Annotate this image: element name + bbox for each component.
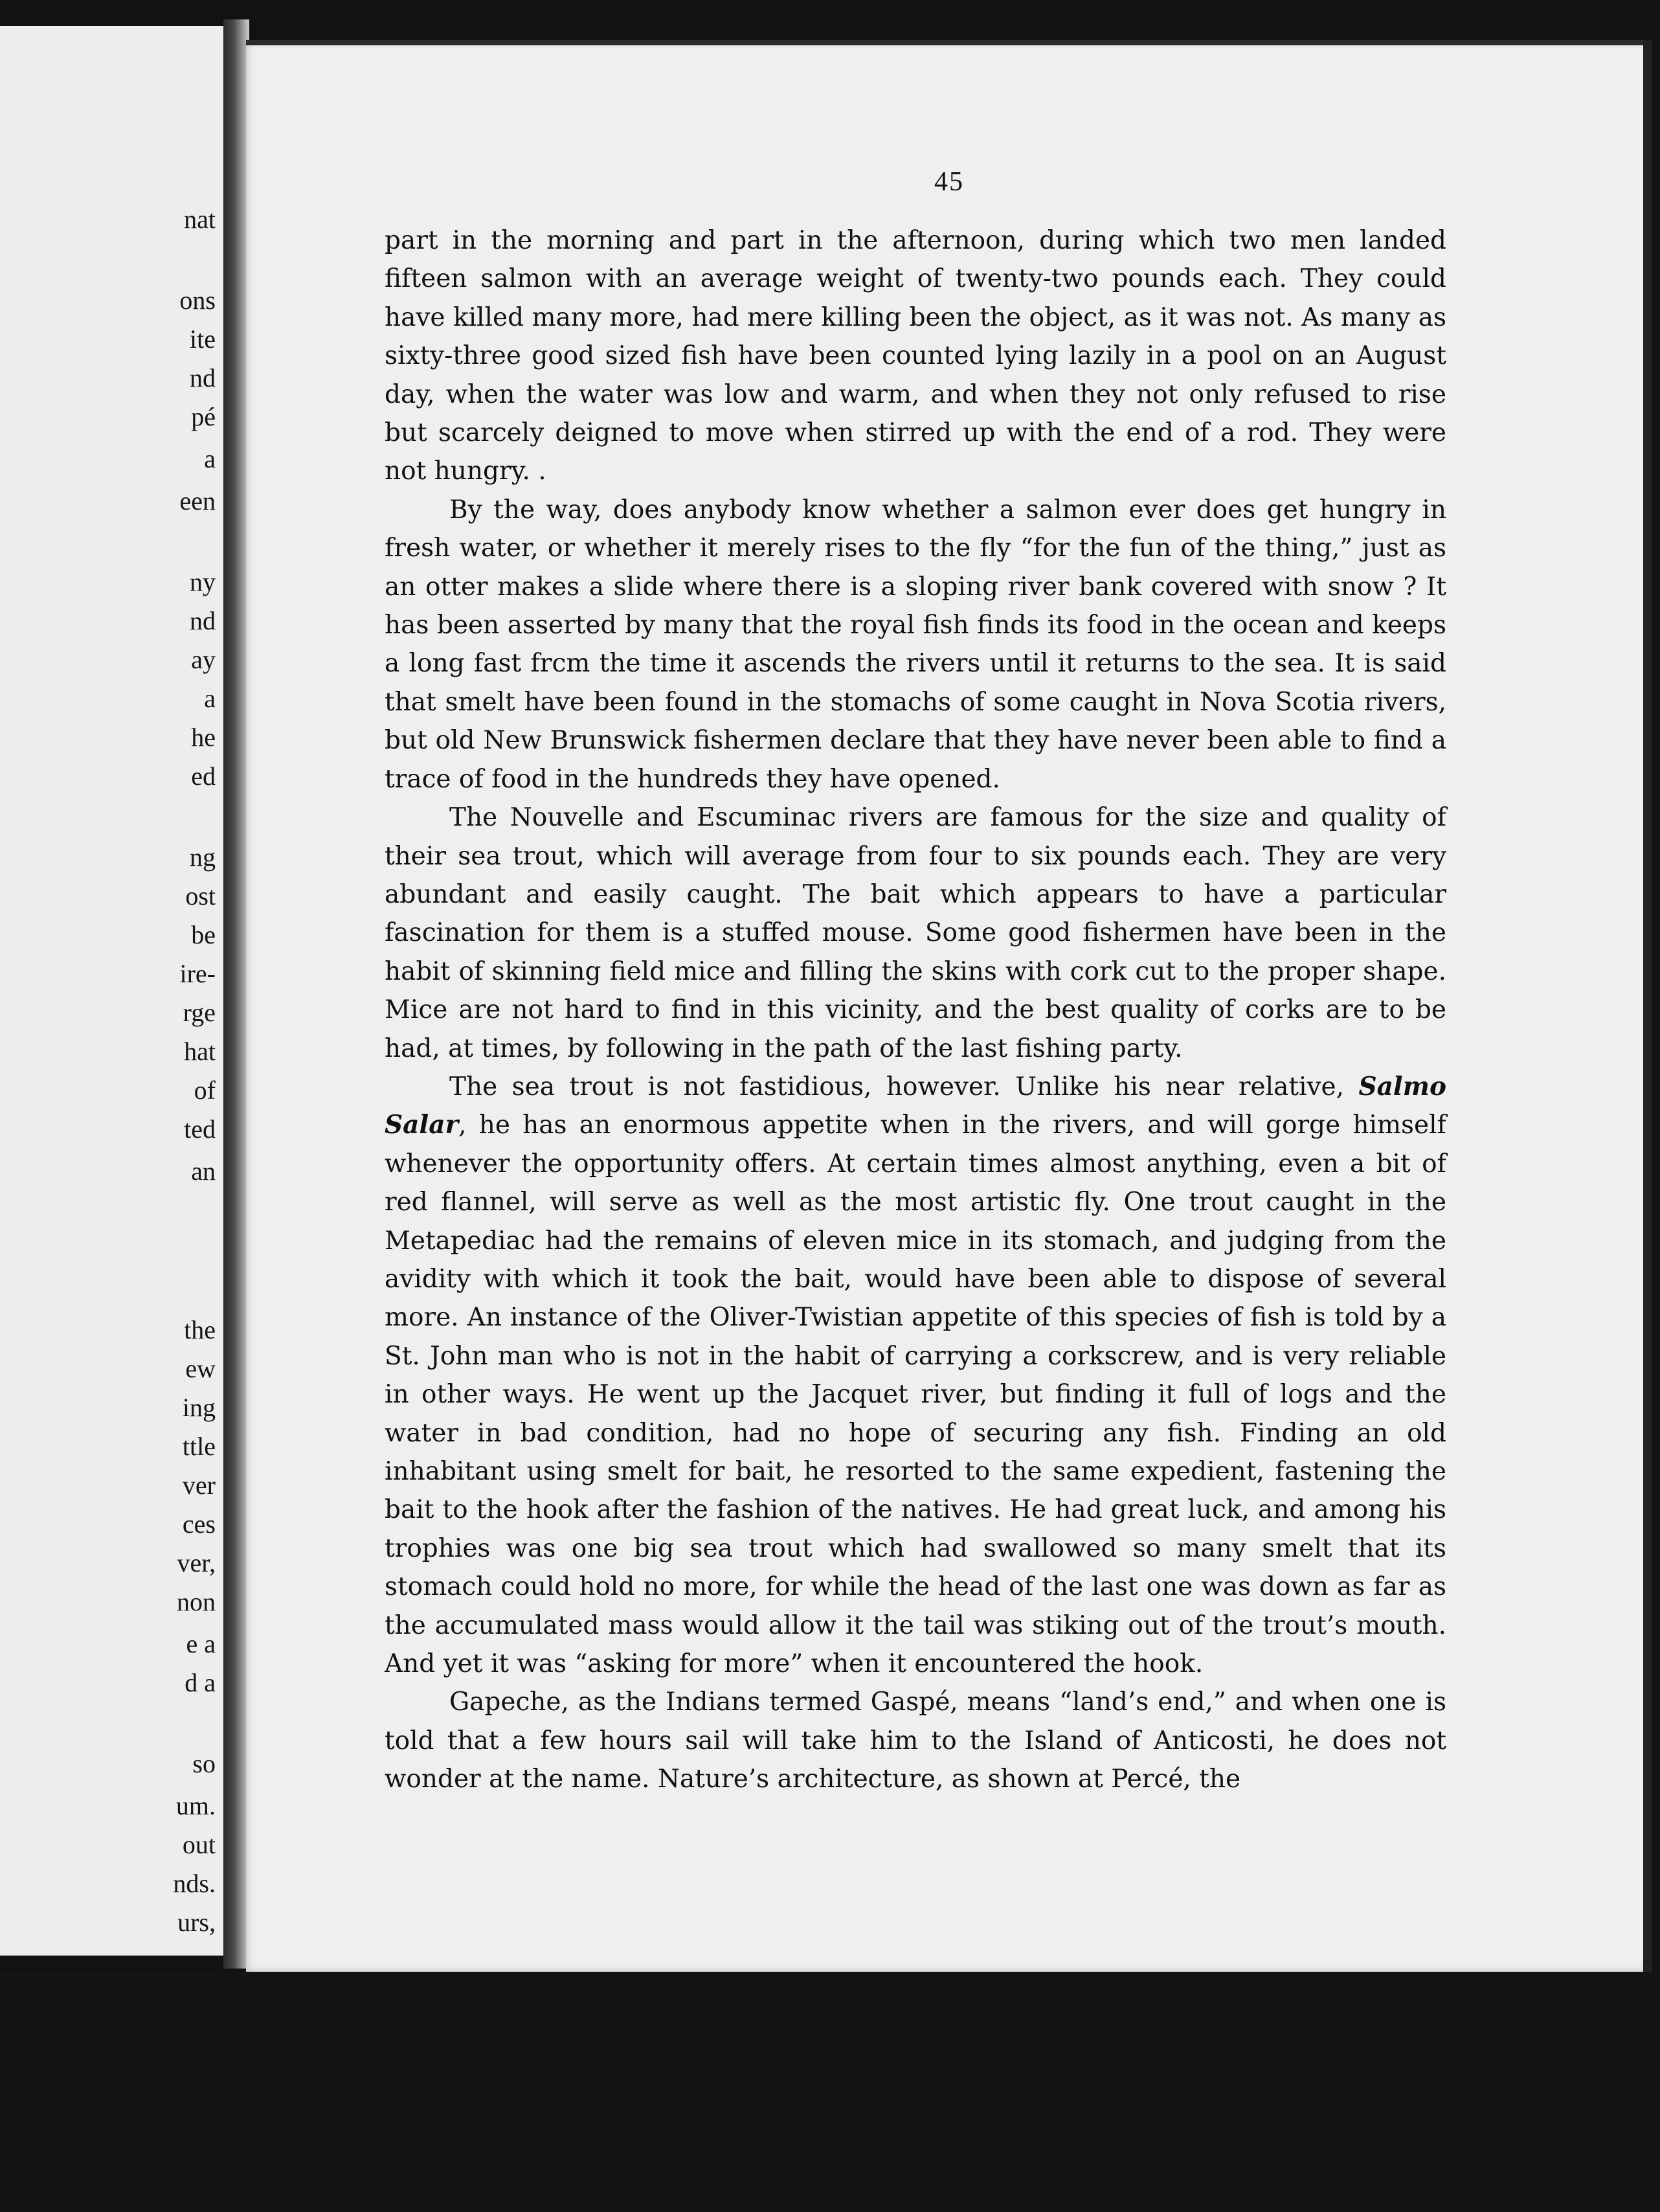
scan-background-bottom	[0, 1972, 1660, 2212]
page-right-edge	[1643, 40, 1652, 1973]
body-text	[385, 221, 1446, 1799]
left-page-fragment: urs,	[177, 1908, 216, 1937]
paragraph-4	[385, 1068, 1446, 1684]
left-page-fragment: hat	[184, 1037, 216, 1066]
left-page-fragment: ing	[182, 1393, 216, 1422]
paragraph-4-body: , he has an enormous appetite when in the rivers, and will gorge himself whenever the opportunity offers. At certain times almost anything, even a bit of red flannel, will serve as well as the most artistic fly. One trout caught in the Metapediac had the remains of eleven mice in its stomach, and judging from the avidity with which it took the bait, would have been able to dispose of several more. An instance of the Oliver-Twistian appetite of this species of fish is told by a St. John man who is not in the habit of carrying a corkscrew, and is very reliable in other ways. He went up the Jacquet river, but finding it full of logs and the water in bad condition, had no hope of securing any fish. Finding an old inhabitant using smelt for bait, he resorted to the same expedient, fastening the bait to the hook after the fashion of the natives. He had great luck, and among his trophies was one big sea trout which had swallowed so many smelt that its stomach could hold no more, for while the head of the last one was down as far as the accumulated mass would allow it the tail was stiking out of the trout’s mouth. And yet it was “asking for more” when it encountered the hook.	[385, 1111, 1446, 1679]
left-page-fragment: pé	[191, 402, 216, 431]
left-facing-page	[0, 26, 227, 1956]
left-page-fragment: out	[182, 1830, 216, 1859]
page-number: 45	[934, 167, 964, 197]
left-page-fragment: ite	[190, 324, 216, 354]
left-page-fragment: ces	[182, 1509, 216, 1539]
left-page-fragment: nd	[190, 363, 216, 392]
left-page-fragment: ttle	[182, 1432, 216, 1461]
left-page-fragment: ver,	[177, 1548, 216, 1577]
paragraph-3: The Nouvelle and Escuminac rivers are famous for the size and quality of their sea trout, which will average from four to six pounds each. They are very abundant and easily caught. The bait which appears to have a particular fascination for them is a stuffed mouse. Some good fishermen have been in the habit of skinning field mice and filling the skins with cork cut to the proper shape. Mice are not hard to find in this vicinity, and the best quality of corks are to be had, at times, by following in the path of the last fishing party.	[385, 803, 1446, 1063]
left-page-fragment: rge	[183, 998, 216, 1027]
left-page-fragment: an	[191, 1157, 216, 1186]
paragraph-1: part in the morning and part in the afternoon, during which two men landed fifteen salmon with an average weight of twenty-two pounds each. They could have killed many more, had mere killing been the object, as it was not. As many as sixty-three good sized fish have been counted lying lazily in a pool on an August day, when the water was low and warm, and when they not only refused to rise but scarcely deigned to move when stirred up with the end of a rod. They were not hungry. .	[385, 226, 1446, 486]
main-page	[246, 40, 1652, 1973]
left-page-fragment: ew	[185, 1354, 216, 1383]
left-page-fragment: ted	[184, 1114, 216, 1144]
species-name: Salmo Salar	[385, 1071, 1446, 1140]
paragraph-4-lead: The sea trout is not fastidious, however. Unlike his near relative,	[449, 1072, 1359, 1101]
left-page-fragment: non	[177, 1587, 216, 1616]
left-page-fragment: een	[179, 486, 216, 515]
left-page-fragment: he	[191, 723, 216, 752]
left-page-fragment: ed	[191, 762, 216, 791]
left-page-fragment: ng	[190, 842, 216, 872]
paragraph-5: Gapeche, as the Indians termed Gaspé, means “land’s end,” and when one is told that a few hours sail will take him to the Island of Anticosti, he does not wonder at the name. Nature’s architecture, as shown at Percé, the	[385, 1687, 1446, 1794]
left-page-fragment: a	[204, 444, 216, 473]
left-page-fragment: um.	[175, 1791, 216, 1820]
left-page-fragment: a	[204, 684, 216, 713]
left-page-fragment: nd	[190, 606, 216, 635]
left-page-fragment: be	[191, 920, 216, 949]
page-top-edge	[246, 40, 1652, 45]
left-page-fragment: ons	[179, 286, 216, 315]
left-page-fragment: so	[192, 1749, 216, 1778]
left-page-fragment: ire-	[179, 959, 216, 988]
left-page-fragment: of	[194, 1076, 216, 1105]
left-page-fragment: ay	[191, 645, 216, 674]
left-page-fragment: nat	[184, 205, 216, 234]
left-page-fragment: nds.	[173, 1869, 216, 1898]
paragraph-2: By the way, does anybody know whether a salmon ever does get hungry in fresh water, or whether it merely rises to the fly “for the fun of the thing,” just as an otter makes a slide where there is a sloping river bank covered with snow ? It has been asserted by many that the royal fish finds its food in the ocean and keeps a long fast frcm the time it ascends the rivers until it returns to the sea. It is said that smelt have been found in the stomachs of some caught in Nova Scotia rivers, but old New Brunswick fishermen declare that they have never been able to find a trace of food in the hundreds they have opened.	[385, 495, 1446, 794]
left-page-fragment: the	[184, 1315, 216, 1344]
left-page-fragment: ver	[182, 1471, 216, 1500]
left-page-fragment: e a	[186, 1629, 216, 1658]
left-page-fragment: ny	[190, 567, 216, 596]
left-page-fragment: ost	[185, 881, 216, 910]
left-page-fragment: d a	[185, 1668, 216, 1697]
book-gutter	[223, 19, 249, 1969]
